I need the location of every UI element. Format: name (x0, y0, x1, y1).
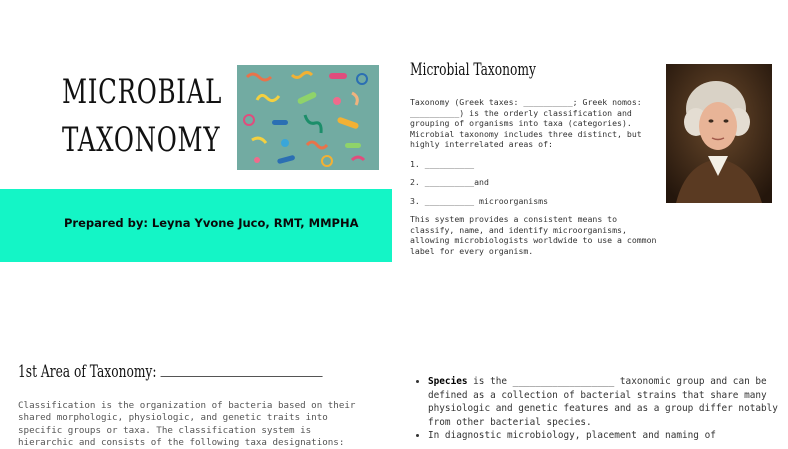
bullet-list (412, 375, 788, 443)
title-line-2: TAXONOMY (62, 120, 221, 160)
linnaeus-portrait (666, 64, 772, 203)
bacteria-illustration (237, 65, 379, 170)
title-line-1: MICROBIAL (62, 72, 223, 112)
slide-heading (18, 362, 323, 382)
bullet-text: In diagnostic microbiology, placement and naming of (428, 430, 716, 441)
slide-title (62, 68, 223, 164)
list-item: 1. __________ (410, 158, 475, 169)
classification-slide[interactable] (0, 262, 392, 448)
list-item (428, 429, 788, 443)
list-item: 2. __________and (410, 177, 489, 187)
slide-body (410, 97, 660, 265)
slide-body: Classification is the organization of bacteria based on their shared morphologic, physiologic, and genetic traits into specific groups or taxa. The classification system is hierarchic and consists of the following taxa designations: (18, 400, 356, 448)
slide-heading: Microbial Taxonomy (410, 60, 536, 80)
closing-paragraph: This system provides a consistent means to classify, name, and identify microorganisms, allowing microbiologists worldwide to use a common label for every organism. (410, 214, 662, 256)
list-item (428, 375, 788, 429)
prepared-by-text: Prepared by: Leyna Yvone Juco, RMT, MMPHA (64, 216, 359, 230)
title-slide[interactable] (0, 0, 392, 262)
bullet-bold: Species (428, 376, 468, 387)
species-slide[interactable] (392, 262, 784, 441)
microbial-taxonomy-slide[interactable] (392, 0, 784, 262)
list-item: 3. __________ microorganisms (410, 195, 549, 206)
heading-blank (161, 362, 323, 377)
heading-text: 1st Area of Taxonomy: (18, 362, 157, 382)
intro-paragraph: Taxonomy (Greek taxes: __________; Greek nomos: __________) is the orderly classification and grouping of organisms into taxa (categories). Microbial taxonomy includes three distinct, but highly interrelated areas of: (410, 97, 647, 149)
bullet-text: is the __________________ taxonomic group and can be defined as a collection of bacterial strains that share many physiologic and genetic features and as a group differ notably from other bacterial species. (428, 376, 778, 428)
